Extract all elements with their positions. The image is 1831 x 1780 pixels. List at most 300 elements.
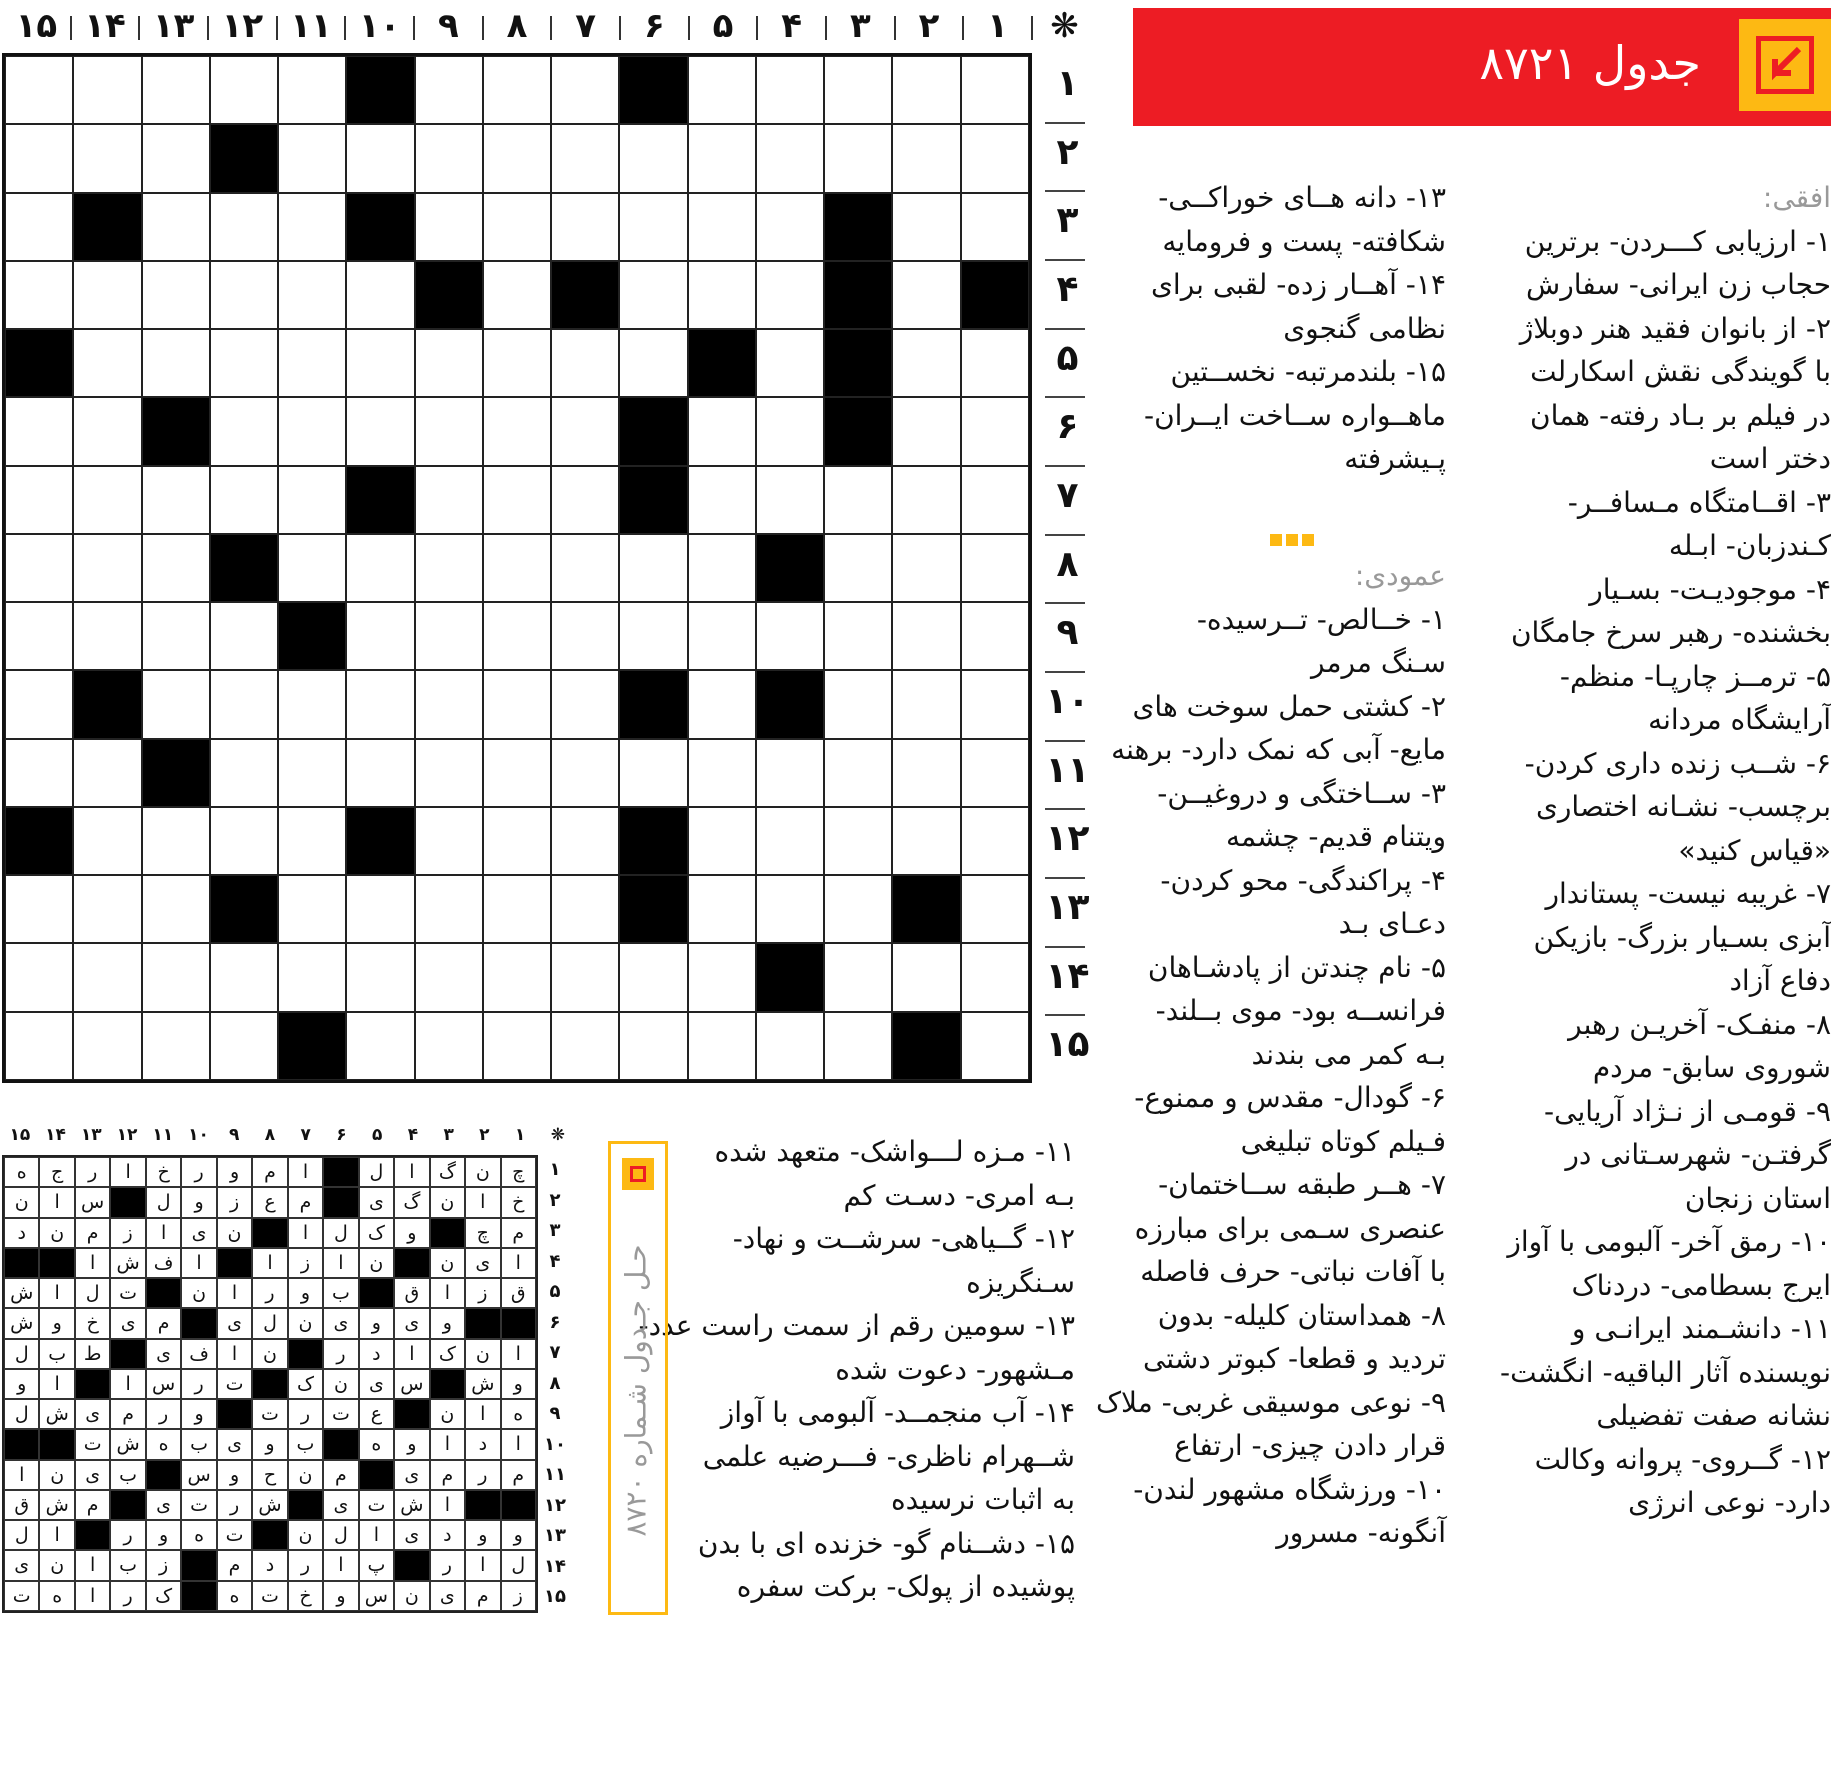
grid-cell[interactable] — [415, 124, 483, 192]
black-cell — [210, 534, 278, 602]
grid-cell[interactable] — [142, 1012, 210, 1080]
grid-cell[interactable] — [5, 56, 73, 124]
solution-cell: و — [181, 1187, 216, 1217]
grid-cell[interactable] — [756, 193, 824, 261]
grid-cell[interactable] — [142, 56, 210, 124]
solution-cell: ل — [323, 1520, 358, 1550]
clue-line: ۱۴- آب منجمــد- آلبومی با آواز — [720, 1396, 1075, 1429]
grid-cell[interactable] — [483, 261, 551, 329]
grid-cell[interactable] — [142, 261, 210, 329]
grid-cell[interactable] — [73, 875, 141, 943]
grid-cell[interactable] — [551, 124, 619, 192]
grid-cell[interactable] — [415, 943, 483, 1011]
black-cell — [756, 534, 824, 602]
grid-cell[interactable] — [483, 534, 551, 602]
grid-cell[interactable] — [961, 875, 1029, 943]
solution-cell: ی — [465, 1248, 500, 1278]
solution-black-cell — [252, 1520, 287, 1550]
grid-cell[interactable] — [142, 875, 210, 943]
grid-cell[interactable] — [619, 739, 687, 807]
grid-cell[interactable] — [346, 534, 414, 602]
solution-cell: ه — [146, 1429, 181, 1459]
grid-cell[interactable] — [210, 670, 278, 738]
solution-cell: س — [394, 1369, 429, 1399]
grid-cell[interactable] — [142, 193, 210, 261]
solution-black-cell — [110, 1339, 145, 1369]
solution-cell: م — [501, 1460, 536, 1490]
grid-cell[interactable] — [483, 56, 551, 124]
grid-cell[interactable] — [756, 807, 824, 875]
solution-black-cell — [252, 1218, 287, 1248]
clue-line: فرانســه بود- موی بــلند- — [1155, 994, 1446, 1027]
grid-cell[interactable] — [142, 943, 210, 1011]
grid-cell[interactable] — [483, 875, 551, 943]
grid-cell[interactable] — [551, 943, 619, 1011]
clue-line: ۱۵- دشــنام گو- خزنده ای با بدن — [697, 1526, 1075, 1560]
solution-cell: ی — [394, 1460, 429, 1490]
row-number: ۱۲ — [1045, 818, 1090, 860]
solution-cell: ا — [75, 1581, 110, 1611]
grid-cell[interactable] — [961, 739, 1029, 807]
grid-cell[interactable] — [551, 466, 619, 534]
grid-cell[interactable] — [756, 261, 824, 329]
solution-cell: ل — [252, 1308, 287, 1338]
grid-cell[interactable] — [824, 56, 892, 124]
grid-cell[interactable] — [961, 1012, 1029, 1080]
grid-cell[interactable] — [210, 56, 278, 124]
row-number: ۴ — [1056, 269, 1079, 310]
grid-cell[interactable] — [346, 602, 414, 670]
grid-cell[interactable] — [551, 875, 619, 943]
grid-cell[interactable] — [5, 193, 73, 261]
grid-cell[interactable] — [346, 1012, 414, 1080]
solution-black-cell — [323, 1187, 358, 1217]
grid-cell[interactable] — [892, 397, 960, 465]
grid-cell[interactable] — [415, 602, 483, 670]
grid-cell[interactable] — [210, 739, 278, 807]
grid-cell[interactable] — [824, 875, 892, 943]
clue-line: ۹- قومـی از نـژاد آریایی- — [1544, 1094, 1831, 1128]
solution-cell: ه — [4, 1157, 39, 1187]
grid-cell[interactable] — [415, 1012, 483, 1080]
grid-cell[interactable] — [961, 943, 1029, 1011]
grid-cell[interactable] — [756, 397, 824, 465]
grid-cell[interactable] — [619, 602, 687, 670]
grid-cell[interactable] — [415, 739, 483, 807]
grid-cell[interactable] — [551, 739, 619, 807]
solution-black-cell — [252, 1369, 287, 1399]
grid-cell[interactable] — [346, 261, 414, 329]
clue-line: ۱۱- مـزه لـــواشک- متعهد شده — [714, 1135, 1075, 1168]
grid-cell[interactable] — [688, 943, 756, 1011]
grid-cell[interactable] — [73, 534, 141, 602]
solution-cell: ر — [465, 1460, 500, 1490]
clue-line: سـنگریزه — [966, 1265, 1075, 1299]
grid-cell[interactable] — [73, 1012, 141, 1080]
grid-cell[interactable] — [346, 124, 414, 192]
grid-cell[interactable] — [688, 1012, 756, 1080]
grid-cell[interactable] — [142, 124, 210, 192]
solution-column-number: ۷ — [300, 1125, 311, 1145]
grid-cell[interactable] — [346, 875, 414, 943]
grid-cell[interactable] — [142, 807, 210, 875]
grid-cell[interactable] — [278, 466, 346, 534]
grid-cell[interactable] — [73, 56, 141, 124]
solution-cell: ی — [323, 1490, 358, 1520]
grid-cell[interactable] — [415, 875, 483, 943]
grid-cell[interactable] — [278, 739, 346, 807]
grid-cell[interactable] — [892, 466, 960, 534]
grid-cell[interactable] — [619, 193, 687, 261]
grid-cell[interactable] — [415, 534, 483, 602]
grid-cell[interactable] — [483, 124, 551, 192]
row-number: ۱۰ — [1045, 681, 1090, 722]
solution-column-number: ۳ — [443, 1125, 454, 1145]
grid-cell[interactable] — [756, 602, 824, 670]
grid-cell[interactable] — [278, 670, 346, 738]
grid-cell[interactable] — [824, 1012, 892, 1080]
row-number: ۱۱ — [1045, 749, 1090, 791]
row-number: ۷ — [1056, 475, 1079, 516]
solution-row-number: ۶ — [549, 1311, 561, 1333]
clue-line: کـندزبان- ابـله — [1668, 529, 1831, 562]
column-separator — [138, 16, 140, 40]
grid-cell[interactable] — [551, 397, 619, 465]
grid-cell[interactable] — [415, 807, 483, 875]
solution-cell: م — [501, 1218, 536, 1248]
solution-cell: ا — [465, 1550, 500, 1580]
grid-cell[interactable] — [688, 466, 756, 534]
solution-black-cell — [501, 1490, 536, 1520]
grid-cell[interactable] — [961, 124, 1029, 192]
grid-cell[interactable] — [688, 193, 756, 261]
grid-cell[interactable] — [688, 875, 756, 943]
grid-cell[interactable] — [756, 739, 824, 807]
solution-cell: ن — [217, 1218, 252, 1248]
grid-cell[interactable] — [961, 329, 1029, 397]
solution-cell: ا — [181, 1248, 216, 1278]
solution-cell: ا — [501, 1429, 536, 1459]
grid-cell[interactable] — [483, 193, 551, 261]
grid-cell[interactable] — [73, 466, 141, 534]
clue-line: ۱۱- دانشـمند ایرانـی و — [1571, 1312, 1831, 1345]
solution-cell: و — [394, 1429, 429, 1459]
grid-cell[interactable] — [210, 602, 278, 670]
black-cell — [824, 193, 892, 261]
solution-cell: و — [4, 1369, 39, 1399]
solution-cell: ب — [39, 1339, 74, 1369]
column-separator — [344, 16, 346, 40]
grid-cell[interactable] — [824, 466, 892, 534]
solution-cell: ت — [75, 1429, 110, 1459]
grid-cell[interactable] — [346, 329, 414, 397]
solution-cell: و — [252, 1429, 287, 1459]
grid-cell[interactable] — [892, 193, 960, 261]
black-cell — [346, 807, 414, 875]
grid-cell[interactable] — [483, 1012, 551, 1080]
solution-black-cell — [394, 1399, 429, 1429]
black-cell — [961, 261, 1029, 329]
grid-cell[interactable] — [961, 670, 1029, 738]
grid-cell[interactable] — [483, 329, 551, 397]
grid-cell[interactable] — [415, 193, 483, 261]
clue-line: نشانه صفت تفضیلی — [1596, 1399, 1831, 1432]
grid-cell[interactable] — [688, 56, 756, 124]
grid-cell[interactable] — [892, 124, 960, 192]
grid-cell[interactable] — [5, 602, 73, 670]
grid-cell[interactable] — [688, 534, 756, 602]
grid-cell[interactable] — [210, 397, 278, 465]
grid-cell[interactable] — [892, 739, 960, 807]
grid-cell[interactable] — [551, 56, 619, 124]
row-separator — [1045, 328, 1085, 330]
solution-cell: ی — [75, 1460, 110, 1490]
grid-cell[interactable] — [346, 670, 414, 738]
solution-black-cell — [359, 1278, 394, 1308]
grid-cell[interactable] — [619, 124, 687, 192]
clue-line: ۱۴- آهــار زده- لقبی برای — [1151, 268, 1446, 301]
solution-black-cell — [39, 1248, 74, 1278]
solution-cell: ا — [288, 1218, 323, 1248]
grid-cell[interactable] — [756, 56, 824, 124]
clue-line: پوشیده از پولک- برکت سفره — [736, 1570, 1075, 1603]
grid-cell[interactable] — [278, 261, 346, 329]
grid-cell[interactable] — [73, 397, 141, 465]
grid-cell[interactable] — [483, 602, 551, 670]
grid-cell[interactable] — [551, 670, 619, 738]
grid-cell[interactable] — [142, 670, 210, 738]
clue-line: ۸- همداستان کلیله- بدون — [1157, 1298, 1446, 1332]
grid-cell[interactable] — [619, 1012, 687, 1080]
solution-black-cell — [146, 1460, 181, 1490]
solution-row-number: ۱۰ — [544, 1433, 566, 1455]
solution-cell: د — [4, 1218, 39, 1248]
solution-cell: ا — [217, 1278, 252, 1308]
grid-cell[interactable] — [278, 397, 346, 465]
grid-cell[interactable] — [415, 466, 483, 534]
grid-cell[interactable] — [483, 943, 551, 1011]
grid-cell[interactable] — [5, 1012, 73, 1080]
grid-cell[interactable] — [415, 56, 483, 124]
grid-cell[interactable] — [210, 807, 278, 875]
clue-line: ۱۵- بلندمرتبه- نخســتین — [1170, 355, 1446, 388]
grid-cell[interactable] — [756, 1012, 824, 1080]
grid-cell[interactable] — [688, 602, 756, 670]
grid-cell[interactable] — [961, 807, 1029, 875]
grid-cell[interactable] — [210, 261, 278, 329]
clue-line: ۷- غریبه نیست- پستاندار — [1545, 877, 1831, 910]
grid-cell[interactable] — [619, 534, 687, 602]
grid-cell[interactable] — [688, 670, 756, 738]
solution-black-cell — [465, 1308, 500, 1338]
solution-cell: ن — [394, 1581, 429, 1611]
solution-cell: و — [181, 1399, 216, 1429]
grid-cell[interactable] — [483, 397, 551, 465]
grid-cell[interactable] — [688, 739, 756, 807]
row-number: ۳ — [1056, 200, 1079, 242]
grid-cell[interactable] — [619, 943, 687, 1011]
solution-black-cell — [110, 1187, 145, 1217]
solution-row-number: ۷ — [549, 1342, 561, 1364]
solution-black-cell — [181, 1550, 216, 1580]
grid-cell[interactable] — [892, 602, 960, 670]
grid-cell[interactable] — [5, 261, 73, 329]
grid-cell[interactable] — [142, 329, 210, 397]
grid-cell[interactable] — [961, 534, 1029, 602]
clue-line: آبزی بسـیار بزرگ- بازیکن — [1533, 920, 1831, 954]
grid-cell[interactable] — [73, 329, 141, 397]
grid-cell[interactable] — [210, 329, 278, 397]
grid-cell[interactable] — [688, 261, 756, 329]
grid-cell[interactable] — [961, 56, 1029, 124]
grid-cell[interactable] — [551, 1012, 619, 1080]
solution-cell: س — [359, 1581, 394, 1611]
grid-cell[interactable] — [142, 466, 210, 534]
clue-line: ۴- موجودیـت- بسـیار — [1589, 572, 1831, 606]
grid-cell[interactable] — [483, 670, 551, 738]
grid-cell[interactable] — [346, 739, 414, 807]
solution-cell: ز — [217, 1187, 252, 1217]
solution-cell: چ — [501, 1157, 536, 1187]
grid-cell[interactable] — [73, 261, 141, 329]
grid-cell[interactable] — [483, 466, 551, 534]
grid-cell[interactable] — [824, 807, 892, 875]
grid-cell[interactable] — [210, 193, 278, 261]
solution-cell: ا — [465, 1399, 500, 1429]
grid-cell[interactable] — [210, 1012, 278, 1080]
grid-cell[interactable] — [892, 534, 960, 602]
grid-cell[interactable] — [278, 193, 346, 261]
column-numbers — [2, 2, 1102, 52]
grid-cell[interactable] — [278, 807, 346, 875]
grid-cell[interactable] — [688, 807, 756, 875]
grid-cell[interactable] — [824, 670, 892, 738]
grid-cell[interactable] — [892, 261, 960, 329]
solution-cell: د — [430, 1520, 465, 1550]
grid-cell[interactable] — [210, 466, 278, 534]
grid-cell[interactable] — [415, 397, 483, 465]
grid-cell[interactable] — [346, 397, 414, 465]
grid-cell[interactable] — [5, 875, 73, 943]
grid-cell[interactable] — [551, 807, 619, 875]
solution-cell: ی — [430, 1581, 465, 1611]
crossword-grid — [2, 53, 1032, 1083]
grid-cell[interactable] — [961, 466, 1029, 534]
grid-cell[interactable] — [5, 534, 73, 602]
grid-cell[interactable] — [483, 807, 551, 875]
grid-cell[interactable] — [278, 534, 346, 602]
grid-cell[interactable] — [142, 602, 210, 670]
grid-cell[interactable] — [73, 739, 141, 807]
grid-cell[interactable] — [824, 124, 892, 192]
solution-black-cell — [394, 1248, 429, 1278]
grid-cell[interactable] — [892, 807, 960, 875]
solution-row-number: ۱ — [549, 1159, 561, 1180]
grid-cell[interactable] — [278, 124, 346, 192]
grid-cell[interactable] — [892, 670, 960, 738]
solution-black-cell — [288, 1490, 323, 1520]
grid-cell[interactable] — [5, 943, 73, 1011]
grid-cell[interactable] — [278, 329, 346, 397]
solution-cell: ا — [323, 1550, 358, 1580]
grid-cell[interactable] — [756, 124, 824, 192]
solution-cell: ب — [323, 1278, 358, 1308]
grid-cell[interactable] — [961, 193, 1029, 261]
solution-cell: خ — [501, 1187, 536, 1217]
grid-cell[interactable] — [892, 943, 960, 1011]
grid-cell[interactable] — [756, 329, 824, 397]
column-separator — [482, 16, 484, 40]
grid-cell[interactable] — [278, 875, 346, 943]
grid-cell[interactable] — [73, 602, 141, 670]
grid-cell[interactable] — [73, 807, 141, 875]
solution-cell: ک — [146, 1581, 181, 1611]
grid-cell[interactable] — [824, 943, 892, 1011]
grid-cell[interactable] — [961, 397, 1029, 465]
grid-cell[interactable] — [5, 124, 73, 192]
grid-cell[interactable] — [73, 943, 141, 1011]
grid-cell[interactable] — [142, 534, 210, 602]
grid-cell[interactable] — [73, 124, 141, 192]
grid-cell[interactable] — [756, 875, 824, 943]
black-cell — [756, 943, 824, 1011]
grid-cell[interactable] — [824, 602, 892, 670]
solution-cell: ه — [181, 1520, 216, 1550]
grid-cell[interactable] — [961, 602, 1029, 670]
grid-cell[interactable] — [619, 261, 687, 329]
grid-cell[interactable] — [483, 739, 551, 807]
solution-cell: ش — [39, 1399, 74, 1429]
grid-cell[interactable] — [551, 193, 619, 261]
grid-cell[interactable] — [551, 602, 619, 670]
grid-cell[interactable] — [892, 329, 960, 397]
grid-cell[interactable] — [5, 397, 73, 465]
grid-cell[interactable] — [688, 397, 756, 465]
grid-cell[interactable] — [824, 739, 892, 807]
grid-cell[interactable] — [551, 534, 619, 602]
grid-cell[interactable] — [278, 56, 346, 124]
grid-cell[interactable] — [5, 739, 73, 807]
solution-black-cell — [110, 1490, 145, 1520]
grid-cell[interactable] — [688, 124, 756, 192]
solution-row-number: ۱۵ — [544, 1586, 566, 1608]
grid-cell[interactable] — [756, 466, 824, 534]
grid-cell[interactable] — [824, 534, 892, 602]
black-cell — [142, 397, 210, 465]
grid-cell[interactable] — [5, 670, 73, 738]
grid-cell[interactable] — [415, 670, 483, 738]
clue-line: ۱- خــالص- تــرسیده- — [1196, 602, 1446, 636]
clue-line: ۵- نام چندتن از پادشـاهان — [1147, 950, 1446, 984]
grid-cell[interactable] — [551, 329, 619, 397]
solution-cell: ن — [252, 1339, 287, 1369]
grid-cell[interactable] — [278, 943, 346, 1011]
solution-column-number: ۶ — [336, 1125, 347, 1145]
solution-cell: ط — [75, 1339, 110, 1369]
solution-cell: ل — [323, 1218, 358, 1248]
solution-cell: ر — [288, 1399, 323, 1429]
grid-cell[interactable] — [210, 943, 278, 1011]
solution-row-number: ۱۱ — [544, 1464, 566, 1486]
grid-cell[interactable] — [415, 329, 483, 397]
grid-cell[interactable] — [619, 329, 687, 397]
column-number: ۴ — [781, 6, 803, 46]
grid-cell[interactable] — [892, 56, 960, 124]
grid-cell[interactable] — [346, 943, 414, 1011]
solution-black-cell — [181, 1308, 216, 1338]
grid-cell[interactable] — [5, 466, 73, 534]
solution-cell: ش — [110, 1248, 145, 1278]
